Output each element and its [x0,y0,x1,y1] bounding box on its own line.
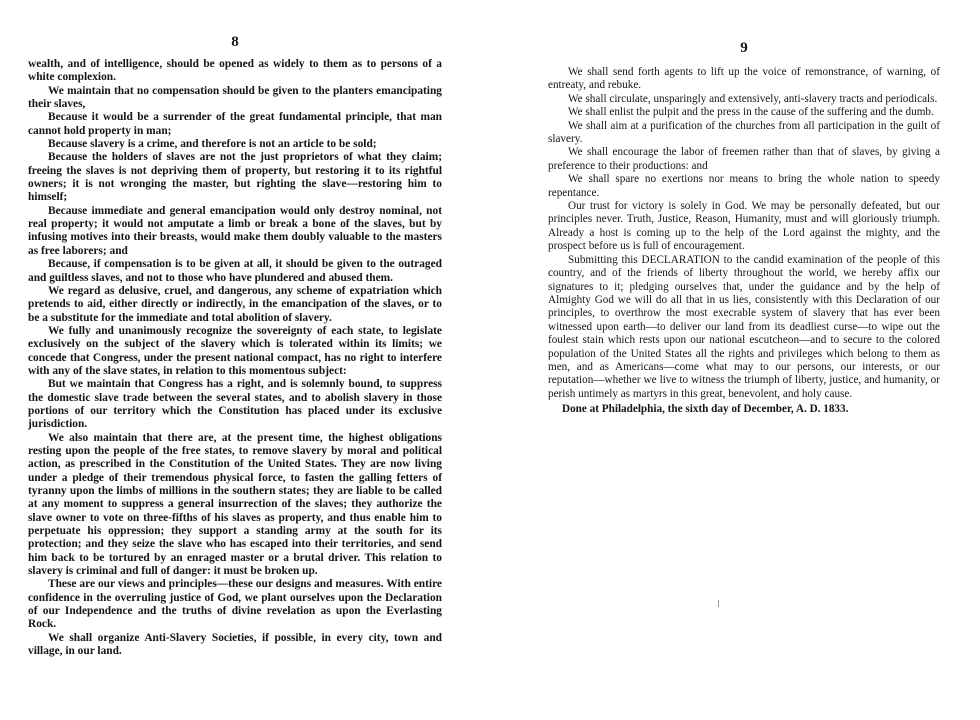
paragraph: We regard as delusive, cruel, and dangerous, any scheme of expatriation which pretends to aid, either directly or indirectly, in the emancipation of the slaves, or to be a substitute for the immediate and total abolition of slavery. [28,284,442,324]
paragraph: Because it would be a surrender of the great fundamental principle, that man cannot hold property in man; [28,111,442,137]
right-page [548,0,940,417]
paragraph: Because, if compensation is to be given at all, it should be given to the outraged and guiltless slaves, and not to those who have plundered and abused them. [28,258,442,284]
paragraph: Because slavery is a crime, and therefore is not an article to be sold; [48,138,377,151]
page-number: 9 [740,40,748,56]
paragraph: We fully and unanimously recognize the sovereignty of each state, to legislate exclusively on the subject of the slavery which is tolerated within its limits; we concede that Congress, under the present national compact, has no right to interfere with any of the slave states, in relation to this momentous subject: [28,324,442,377]
page-body [548,66,940,417]
left-page [28,0,442,658]
paragraph: But we maintain that Congress has a right, and is solemnly bound, to suppress the domestic slave trade between the several states, and to abolish slavery in those portions of our territory which the Constitution has placed under its exclusive jurisdiction. [28,378,442,431]
paragraph: We shall encourage the labor of freemen rather than that of slaves, by giving a preference to their productions: and [548,146,940,172]
paragraph: Because the holders of slaves are not the just proprietors of what they claim; freeing the slaves is not depriving them of property, but restoring it to its rightful owners; it is not wronging the master, but righting the slave—restoring him to himself; [28,151,442,204]
paragraph: We shall circulate, unsparingly and extensively, anti-slavery tracts and periodicals. [568,92,938,105]
paragraph: wealth, and of intelligence, should be opened as widely to them as to persons of a white complexion. [28,58,442,84]
paragraph: Our trust for victory is solely in God. We may be personally defeated, but our principles never. Truth, Justice, Reason, Humanity, must and will gloriously triumph. Already a host is coming up to the help of the Lord against the mighty, and the prospect before us is full of encouragement. [548,200,940,253]
print-speck [718,600,719,607]
paragraph: We maintain that no compensation should be given to the planters emancipating their slaves, [28,84,442,111]
paragraph: Submitting this DECLARATION to the candid examination of the people of this country, and of the friends of liberty throughout the world, we hereby affix our signatures to it; pledging ourselves that, under the guidance and by the help of Almighty God we will do all that in us lies, consistently with this Declaration of our principles, to overthrow the most execrable system of slavery that has ever been witnessed upon earth—to deliver our land from its deadliest curse—to wipe out the foulest stain which rests upon our national escutcheon—and to secure to the colored population of the United States all the rights and privileges which belong to them as men, and as Americans—come what may to our persons, our interests, or our reputation—whether we live to witness the triumph of liberty, justice, and humanity, or perish untimely as martyrs in this great, benevolent, and holy cause. [548,253,940,400]
paragraph: We shall organize Anti-Slavery Societies, if possible, in every city, town and village, in our land. [28,631,442,658]
paragraph: We also maintain that there are, at the present time, the highest obligations resting upon the people of the free states, to remove slavery by moral and political action, as prescribed in the Constitution of the United States. They are now living under a pledge of their tremendous physical force, to fasten the galling fetters of tyranny upon the limbs of millions in the southern states; they are liable to be called at any moment to suppress a general insurrection of the slaves; they authorize the slave owner to vote on three-fifths of his slaves as property, and thus enable him to perpetuate his oppression; they support a standing army at the south for its protection; and they seize the slave who has escaped into their territories, and send him back to be tortured by an enraged master or a brutal driver. This relation to slavery is criminal and full of danger: it must be broken up. [28,431,442,578]
paragraph: These are our views and principles—these our designs and measures. With entire confidence in the overruling justice of God, we plant ourselves upon the Declaration of our Independence and the truths of divine revelation as upon the Everlasting Rock. [28,578,442,631]
paragraph: Because immediate and general emancipation would only destroy nominal, not real property; it would not amputate a limb or break a bone of the slaves, but by infusing motives into their breasts, would make them doubly valuable to the masters as free laborers; and [28,204,442,257]
page-number: 8 [231,34,239,50]
page-body [28,58,442,658]
paragraph: We shall aim at a purification of the churches from all participation in the guilt of slavery. [548,119,940,146]
paragraph: We shall send forth agents to lift up the voice of remonstrance, of warning, of entreaty, and rebuke. [548,66,940,92]
closing-line: Done at Philadelphia, the sixth day of December, A. D. 1833. [562,403,849,416]
paragraph: We shall spare no exertions nor means to bring the whole nation to speedy repentance. [548,173,940,199]
paragraph: We shall enlist the pulpit and the press in the cause of the suffering and the dumb. [568,106,934,119]
